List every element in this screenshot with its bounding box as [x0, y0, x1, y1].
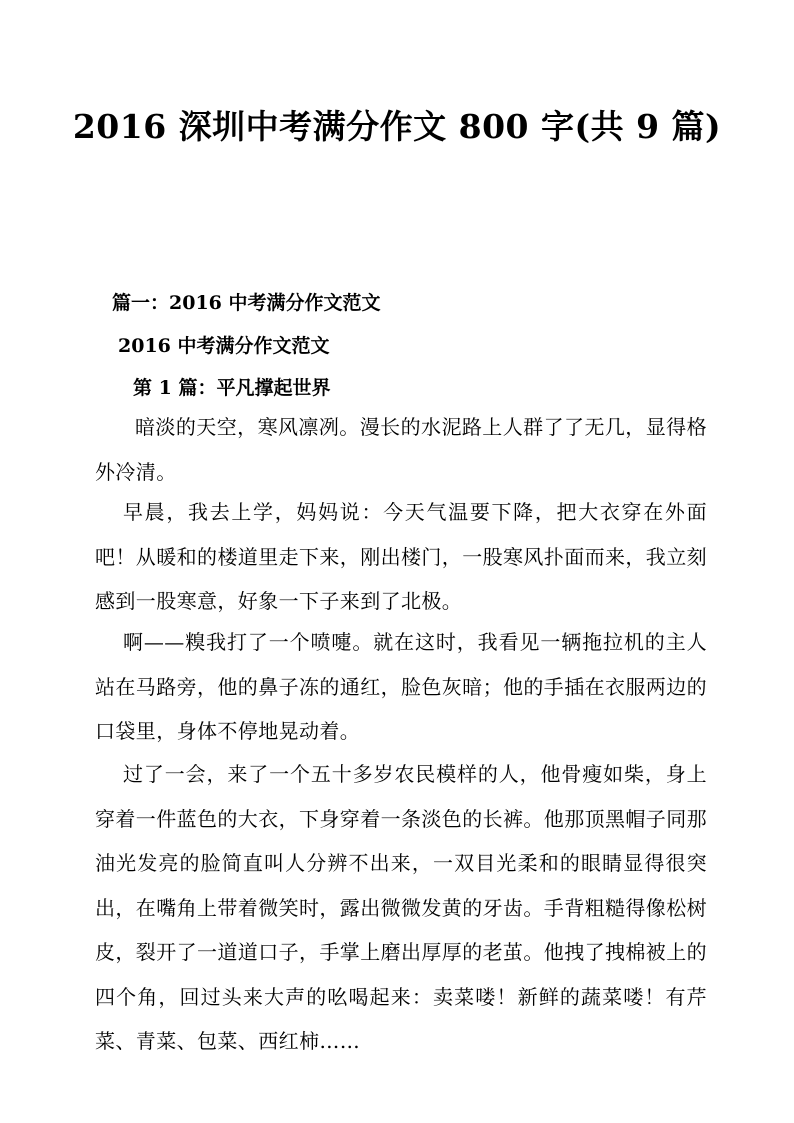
paragraph-1: 暗淡的天空，寒风凛冽。漫长的水泥路上人群了了无几，显得格外冷清。: [95, 415, 707, 484]
sub-heading: 2016 中考满分作文范文: [118, 335, 330, 357]
chapter-heading: 第 1 篇：平凡撑起世界: [133, 377, 331, 399]
paragraph-3: 啊——糗我打了一个喷嚏。就在这时，我看见一辆拖拉机的主人站在马路旁，他的鼻子冻的通红，脸色灰暗；他的手插在衣服两边的口袋里，身体不停地晃动着。: [95, 630, 707, 743]
paragraph-4: 过了一会，来了一个五十多岁农民模样的人，他骨瘦如柴，身上穿着一件蓝色的大衣，下身穿着一条淡色的长裤。他那顶黑帽子同那油光发亮的脸简直叫人分辨不出来，一双目光柔和的眼睛显得很突出，在嘴角上带着微笑时，露出微微发黄的牙齿。手背粗糙得像松树皮，裂开了一道道口子，手掌上磨出厚厚的老茧。他拽了拽棉被上的四个角，回过头来大声的吆喝起来：卖菜喽！新鲜的蔬菜喽！有芹菜、青菜、包菜、西红柿……: [95, 762, 707, 1053]
section-heading: 篇一：2016 中考满分作文范文: [112, 292, 381, 314]
document-title: 2016 深圳中考满分作文 800 字(共 9 篇): [72, 107, 722, 146]
paragraph-2: 早晨，我去上学，妈妈说：今天气温要下降，把大衣穿在外面吧！从暖和的楼道里走下来，刚出楼门，一股寒风扑面而来，我立刻感到一股寒意，好象一下子来到了北极。: [95, 500, 707, 613]
